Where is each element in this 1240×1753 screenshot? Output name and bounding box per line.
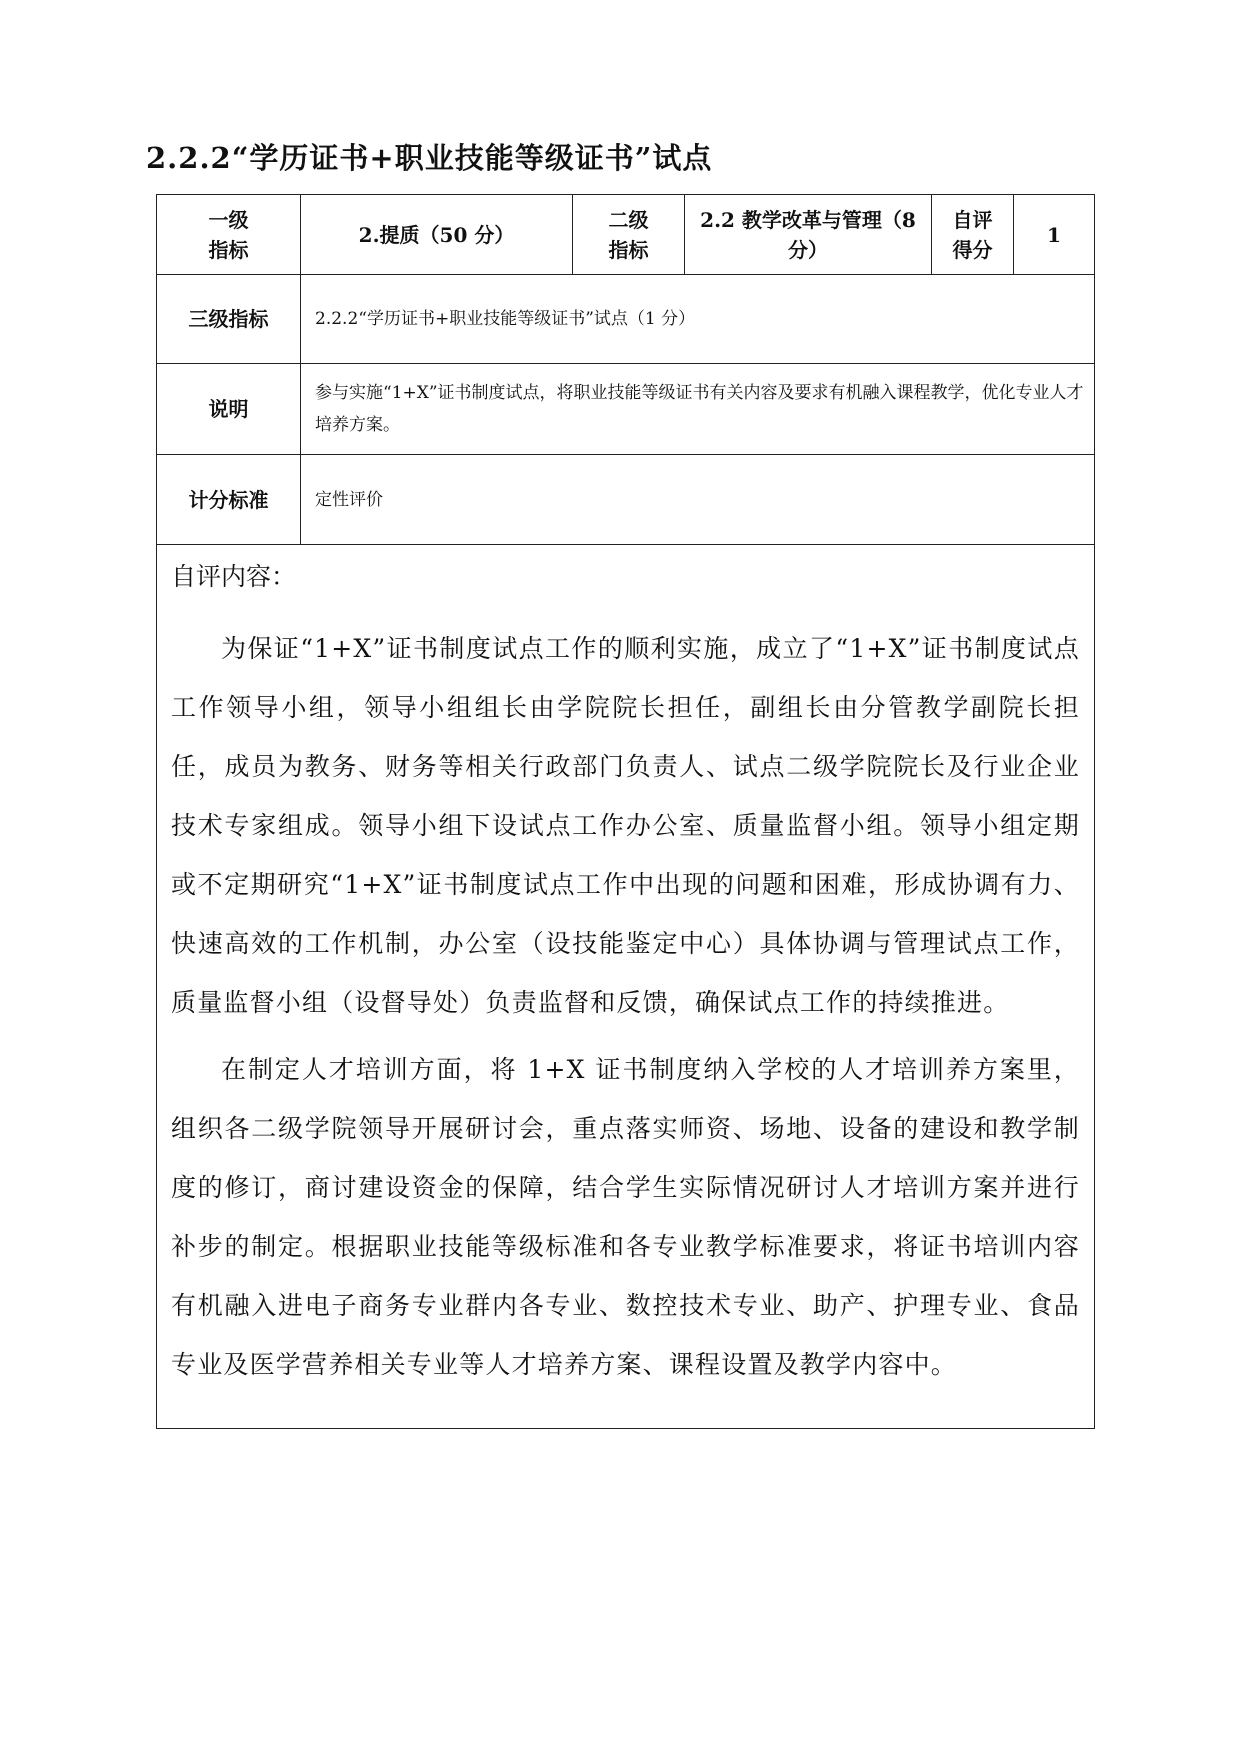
level3-value: 2.2.2“学历证书+职业技能等级证书”试点（1 分） — [301, 275, 1095, 364]
self-eval-paragraph: 为保证“1+X”证书制度试点工作的顺利实施，成立了“1+X”证书制度试点工作领导小组，领导小组组长由学院院长担任，副组长由分管教学副院长担任，成员为教务、财务等相关行政部门负责人、试点二级学院院长及行业企业技术专家组成。领导小组下设试点工作办公室、质量监督小组。领导小组定期或不定期研究“1+X”证书制度试点工作中出现的问题和困难，形成协调有力、快速高效的工作机制，办公室（设技能鉴定中心）具体协调与管理试点工作，质量监督小组（设督导处）负责监督和反馈，确保试点工作的持续推进。 — [171, 634, 1080, 1017]
self-score-value: 1 — [1014, 195, 1095, 275]
level1-label: 一级 指标 — [157, 195, 301, 275]
level2-value: 2.2 教学改革与管理（8 分） — [685, 195, 932, 275]
self-eval-paragraph: 在制定人才培训方面，将 1+X 证书制度纳入学校的人才培训养方案里，组织各二级学院领导开展研讨会，重点落实师资、场地、设备的建设和教学制度的修订，商讨建设资金的保障，结合学生实际情况研讨人才培训方案并进行补步的制定。根据职业技能等级标准和各专业教学标准要求，将证书培训内容有机融入进电子商务专业群内各专业、数控技术专业、助产、护理专业、食品专业及医学营养相关专业等人才培养方案、课程设置及教学内容中。 — [171, 1055, 1080, 1379]
table-row — [157, 195, 1095, 275]
scoring-value: 定性评价 — [301, 455, 1095, 545]
table-row — [157, 364, 1095, 455]
evaluation-table — [156, 194, 1095, 1429]
explain-label: 说明 — [157, 364, 301, 455]
scoring-label: 计分标准 — [157, 455, 301, 545]
table-row — [157, 455, 1095, 545]
table-row — [157, 275, 1095, 364]
level3-label: 三级指标 — [157, 275, 301, 364]
table-row — [157, 545, 1095, 1429]
self-eval-cell — [157, 545, 1095, 1429]
self-eval-label: 自评内容： — [171, 562, 297, 591]
explain-value: 参与实施“1+X”证书制度试点，将职业技能等级证书有关内容及要求有机融入课程教学，优化专业人才培养方案。 — [301, 364, 1095, 455]
level2-label: 二级 指标 — [573, 195, 685, 275]
level1-value: 2.提质（50 分） — [301, 195, 573, 275]
self-score-label: 自评 得分 — [932, 195, 1014, 275]
section-heading: 2.2.2“学历证书+职业技能等级证书”试点 — [146, 141, 713, 175]
